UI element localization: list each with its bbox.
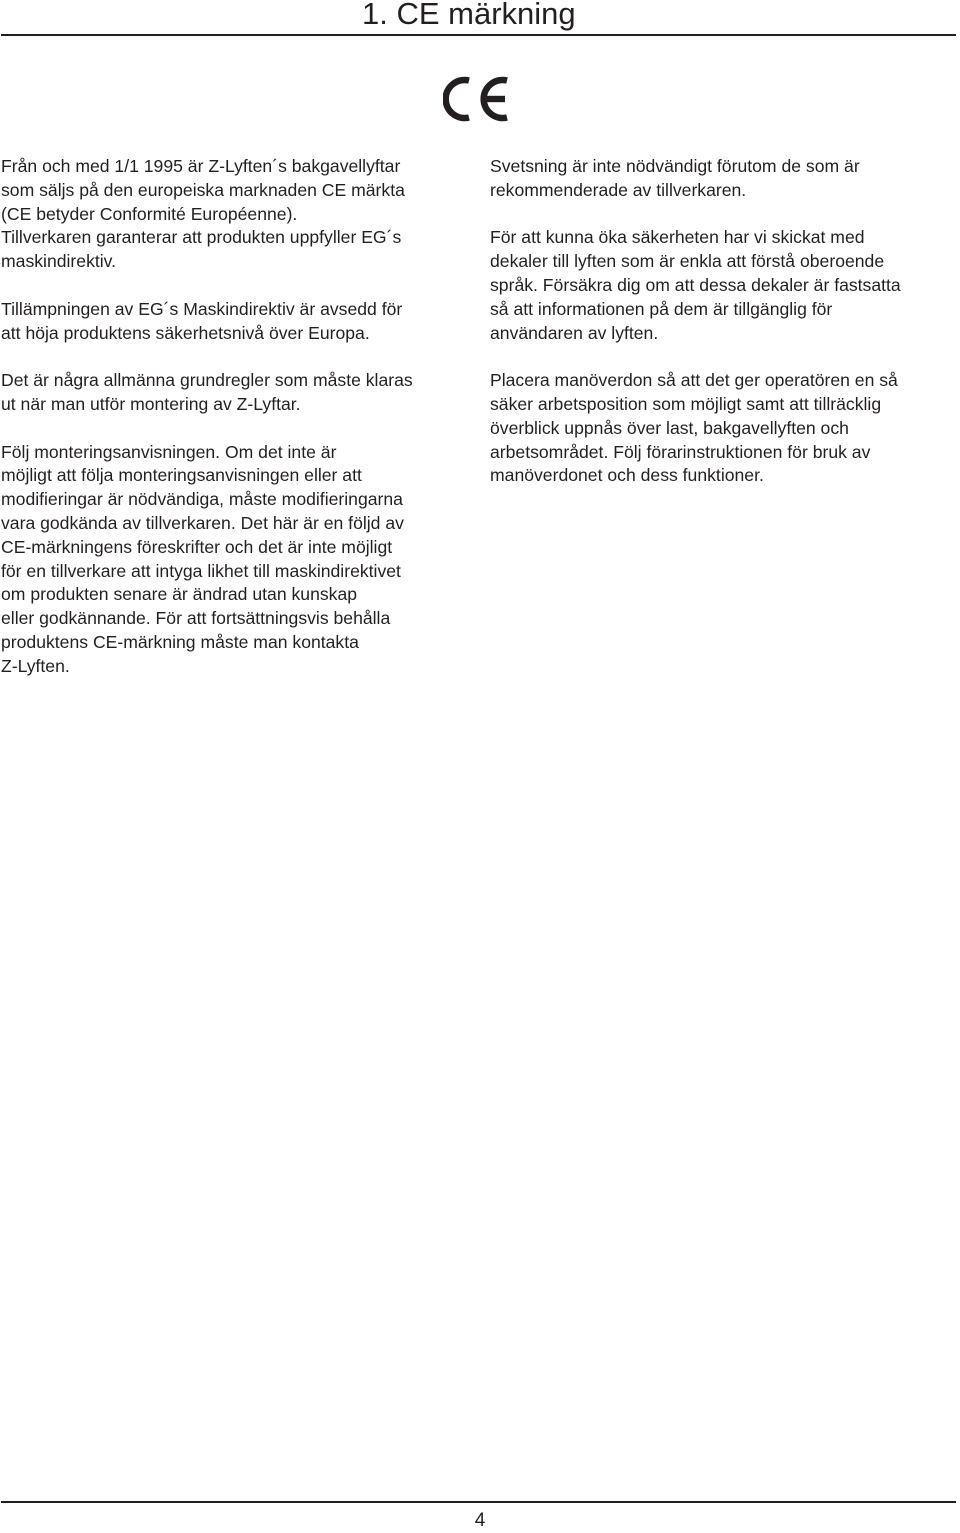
text-line: (CE betyder Conformité Européenne). [1,203,298,224]
text-line: Tillverkaren garanterar att produkten uppfyller EG´s [1,227,402,248]
page-number: 4 [474,1510,486,1531]
text-line: säker arbetsposition som möjligt samt att tillräcklig [490,393,882,414]
paragraph-installation [1,441,479,679]
text-line: dekaler till lyften som är enkla att förstå oberoende [490,251,885,272]
text-line: CE-märkningens föreskrifter och det är inte möjligt [1,536,393,557]
text-line: Från och med 1/1 1995 är Z-Lyften´s bakgavellyftar [1,156,401,176]
text-line: för en tillverkare att intyga likhet till maskindirektivet [1,560,401,581]
text-line: Det är några allmänna grundregler som måste klaras [1,370,413,391]
text-line: manöverdonet och dess funktioner. [490,465,764,486]
text-line: Följ monteringsanvisningen. Om det inte är [1,441,337,462]
text-line: produktens CE-märkning måste man kontakta [1,631,359,652]
text-line: eller godkännande. För att fortsättningsvis behålla [1,608,391,629]
page-title: 1. CE märkning [362,0,576,31]
left-column [1,155,479,702]
paragraph-directive [1,298,479,346]
text-line: modifieringar är nödvändiga, måste modifieringarna [1,489,403,510]
text-line: Svetsning är inte nödvändigt förutom de som är [490,156,860,176]
text-line: överblick uppnås över last, bakgavellyften och [490,417,849,438]
paragraph-ground-rules [1,369,479,417]
text-line: rekommenderade av tillverkaren. [490,179,747,200]
text-line: Tillämpningen av EG´s Maskindirektiv är avsedd för [1,298,403,319]
text-line: vara godkända av tillverkaren. Det här är en följd av [1,512,404,533]
footer-rule [1,1501,956,1503]
text-line: Placera manöverdon så att det ger operatören en så [490,370,898,391]
text-line: som säljs på den europeiska marknaden CE märkta [1,179,405,200]
ce-mark-icon [443,74,511,124]
text-line: om produkten senare är ändrad utan kunskap [1,584,358,605]
text-line: ut när man utför montering av Z-Lyftar. [1,393,301,414]
text-line: att höja produktens säkerhetsnivå över Europa. [1,322,370,343]
paragraph-decals [490,226,960,345]
header-rule [1,34,956,36]
right-column [490,155,960,512]
text-line: arbetsområdet. Följ förarinstruktionen för bruk av [490,441,871,462]
paragraph-welding [490,155,960,203]
text-line: För att kunna öka säkerheten har vi skickat med [490,227,865,248]
text-line: möjligt att följa monteringsanvisningen eller att [1,465,362,486]
text-line: Z-Lyften. [1,655,70,676]
text-line: så att informationen på dem är tillgänglig för [490,298,833,319]
text-line: maskindirektiv. [1,251,117,272]
text-line: användaren av lyften. [490,322,659,343]
paragraph-controls [490,369,960,488]
paragraph-intro [1,155,479,274]
text-line: språk. Försäkra dig om att dessa dekaler är fastsatta [490,274,901,295]
